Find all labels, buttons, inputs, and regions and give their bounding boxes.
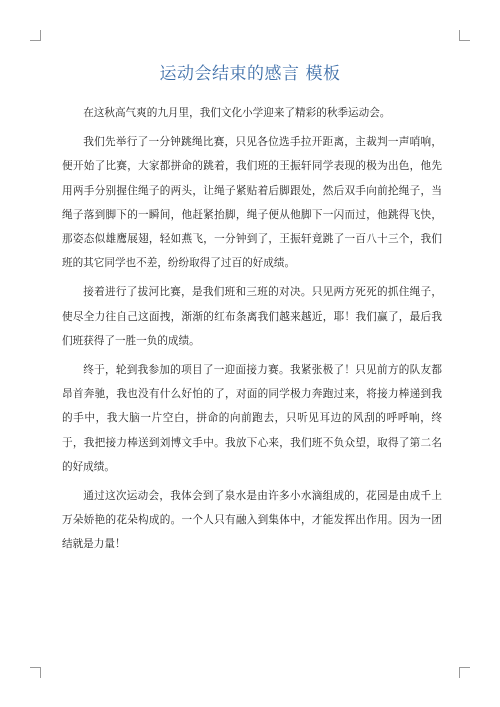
paragraph-jump-rope: 我们先举行了一分钟跳绳比赛，只见各位选手拉开距离，主裁判一声哨响，便开始了比赛，大家都拼命的跳着，我们班的王振轩同学表现的极为出色，他先用两手分别握住绳子的两头，让绳子紧贴着后脚跟处，然后双手向前抡绳子，当绳子落到脚下的一瞬间，他赶紧抬脚，绳子便从他脚下一闪而过，他跳得飞快，那姿态似雄鹰展翅，轻如燕飞，一分钟到了，王振轩竟跳了一百八十三个，我们班的其它同学也不差，纷纷取得了过百的好成绩。 (62, 136, 442, 270)
paragraph-tug-of-war: 接着进行了拔河比赛，是我们班和三班的对决。只见两方死死的抓住绳子，使尽全力往自己这面拽，渐渐的红布条离我们越来越近，耶！我们赢了，最后我们班获得了一胜一负的成绩。 (62, 286, 442, 347)
document-title: 运动会结束的感言 模板 (159, 64, 341, 84)
paragraph-conclusion: 通过这次运动会，我体会到了泉水是由许多小水滴组成的，花园是由成千上万朵娇艳的花朵构成的。一个人只有融入到集体中，才能发挥出作用。因为一团结就是力量！ (62, 490, 442, 551)
crop-mark-top-right (459, 30, 470, 41)
crop-mark-bottom-right (459, 667, 470, 678)
crop-mark-top-left (30, 30, 41, 41)
paragraph-relay-race: 终于，轮到我参加的项目了一迎面接力赛。我紧张极了！只见前方的队友都昂首奔驰，我也没有什么好怕的了，对面的同学极力奔跑过来，将接力棒递到我的手中，我大脑一片空白，拼命的向前跑去，只听见耳边的风刮的呼呼响，终于，我把接力棒送到刘博文手中。我放下心来，我们班不负众望，取得了第二名的好成绩。 (62, 364, 442, 473)
document-body (62, 101, 442, 562)
paragraph-intro: 在这秋高气爽的九月里，我们文化小学迎来了精彩的秋季运动会。 (83, 107, 391, 119)
crop-mark-bottom-left (30, 667, 41, 678)
